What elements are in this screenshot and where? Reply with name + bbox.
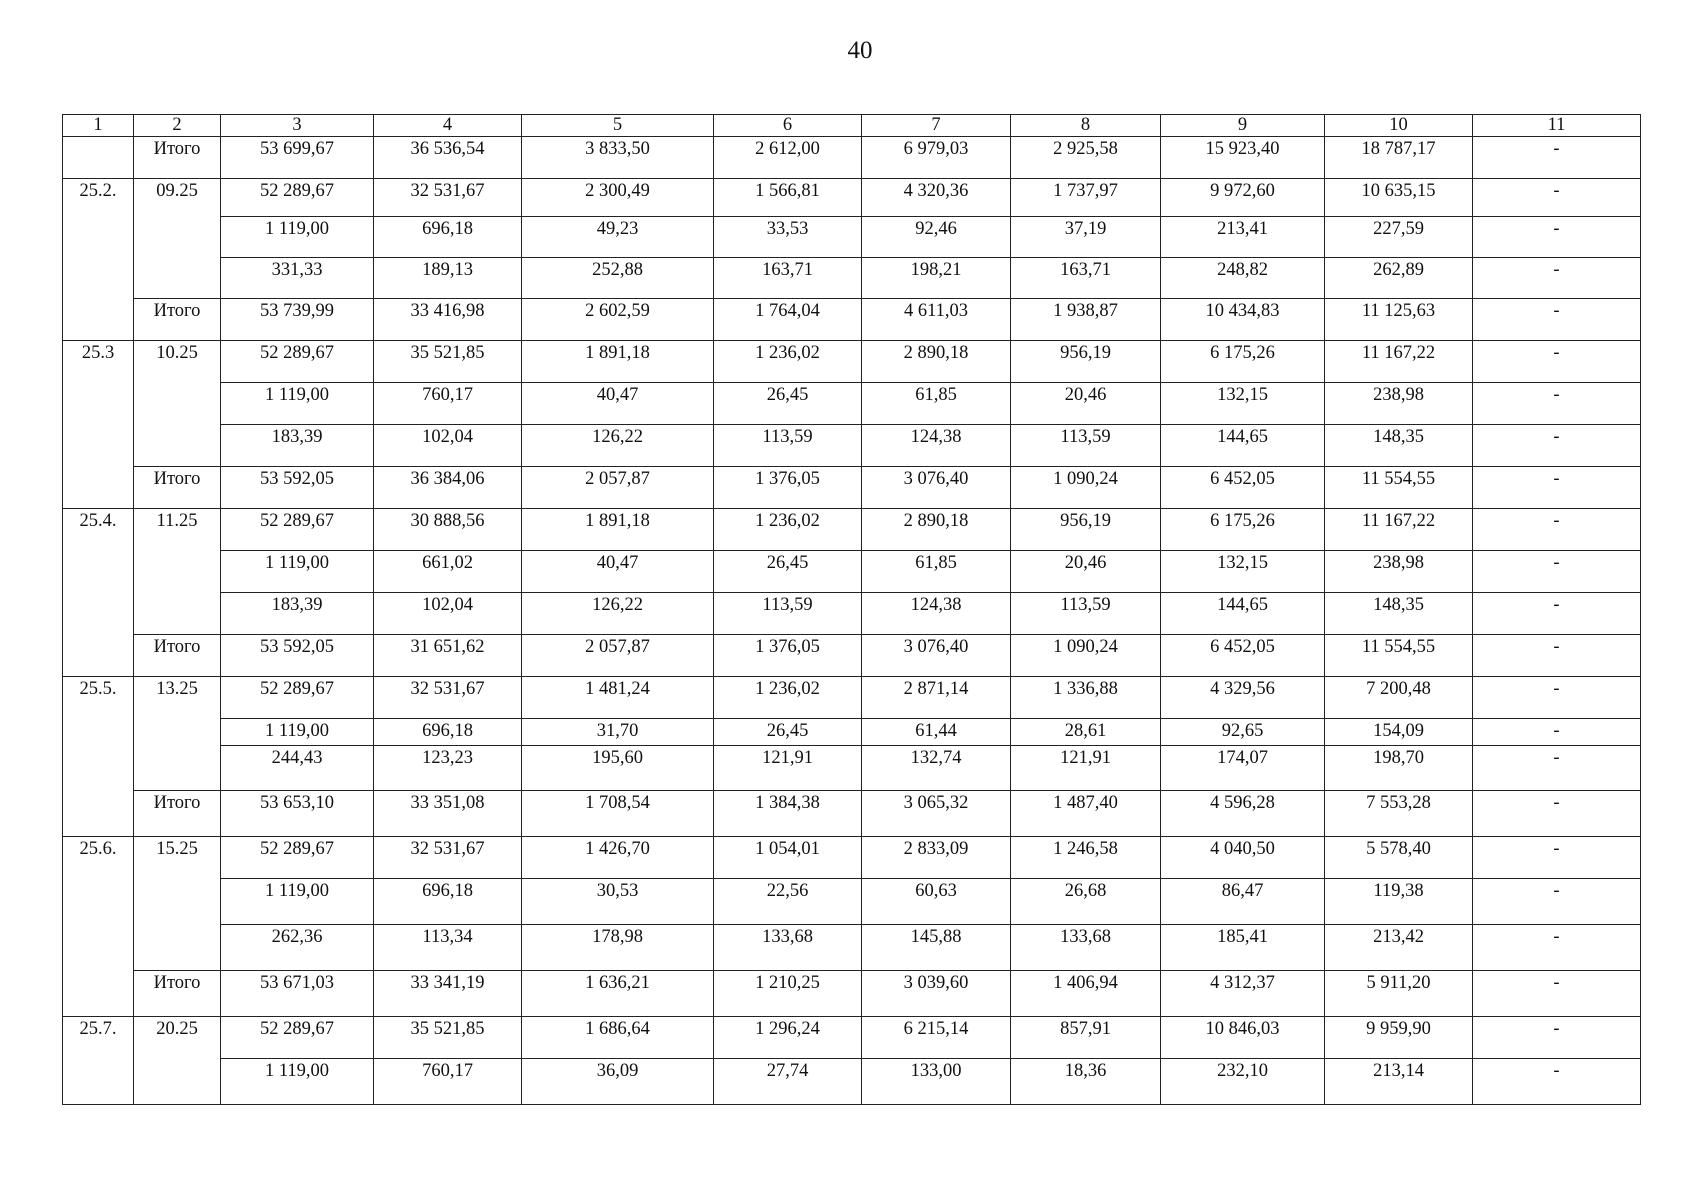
- column-header: 10: [1325, 115, 1473, 137]
- table-cell: 1 119,00: [221, 217, 374, 258]
- row-group-id: 25.2.: [63, 179, 134, 341]
- table-cell: 119,38: [1325, 879, 1473, 925]
- table-cell: 53 653,10: [221, 791, 374, 837]
- table-cell: 113,59: [714, 593, 862, 635]
- total-label: Итого: [134, 137, 221, 179]
- table-cell: 144,65: [1161, 593, 1325, 635]
- row-group-id: 25.4.: [63, 509, 134, 677]
- table-cell: 52 289,67: [221, 837, 374, 879]
- total-label: Итого: [134, 791, 221, 837]
- table-cell: 22,56: [714, 879, 862, 925]
- table-cell: 262,36: [221, 925, 374, 971]
- table-row: [63, 925, 1641, 971]
- table-cell: 113,59: [714, 425, 862, 467]
- table-cell: -: [1473, 971, 1641, 1017]
- table-cell: 227,59: [1325, 217, 1473, 258]
- table-cell: 1 119,00: [221, 551, 374, 593]
- table-cell: 36 536,54: [374, 137, 522, 179]
- column-header: 1: [63, 115, 134, 137]
- table-cell: 1 636,21: [522, 971, 714, 1017]
- table-row: [63, 635, 1641, 677]
- table-cell: 40,47: [522, 383, 714, 425]
- table-cell: 9 972,60: [1161, 179, 1325, 217]
- table-cell: 2 612,00: [714, 137, 862, 179]
- table-cell: 238,98: [1325, 551, 1473, 593]
- row-group-code: 20.25: [134, 1017, 221, 1105]
- table-cell: 252,88: [522, 258, 714, 299]
- column-header: 7: [862, 115, 1011, 137]
- table-row: [63, 746, 1641, 791]
- table-cell: 26,68: [1011, 879, 1161, 925]
- table-cell: 2 057,87: [522, 635, 714, 677]
- table-cell: -: [1473, 879, 1641, 925]
- table-cell: 4 611,03: [862, 299, 1011, 341]
- table-cell: -: [1473, 551, 1641, 593]
- table-cell: 102,04: [374, 425, 522, 467]
- table-cell: 1 336,88: [1011, 677, 1161, 719]
- table-cell: 123,23: [374, 746, 522, 791]
- table-cell: 113,59: [1011, 593, 1161, 635]
- table-cell: 696,18: [374, 719, 522, 746]
- row-group-code: 11.25: [134, 509, 221, 635]
- table-cell: -: [1473, 137, 1641, 179]
- table-cell: -: [1473, 593, 1641, 635]
- table-cell: 163,71: [1011, 258, 1161, 299]
- table-row: [63, 677, 1641, 719]
- row-group-id: 25.5.: [63, 677, 134, 837]
- table-cell: 2 890,18: [862, 341, 1011, 383]
- table-cell: 11 167,22: [1325, 509, 1473, 551]
- table-cell: 1 054,01: [714, 837, 862, 879]
- table-cell: 36 384,06: [374, 467, 522, 509]
- table-cell: 61,44: [862, 719, 1011, 746]
- table-cell: 18,36: [1011, 1059, 1161, 1105]
- table-cell: 11 167,22: [1325, 341, 1473, 383]
- table-row: [63, 791, 1641, 837]
- table-cell: -: [1473, 179, 1641, 217]
- table-cell: 30 888,56: [374, 509, 522, 551]
- table-cell: -: [1473, 299, 1641, 341]
- table-cell: 696,18: [374, 217, 522, 258]
- table-cell: 132,74: [862, 746, 1011, 791]
- table-cell: 144,65: [1161, 425, 1325, 467]
- table-cell: 198,21: [862, 258, 1011, 299]
- table-cell: 1 708,54: [522, 791, 714, 837]
- column-header: 11: [1473, 115, 1641, 137]
- column-header: 4: [374, 115, 522, 137]
- table-cell: 1 210,25: [714, 971, 862, 1017]
- row-group-code: 10.25: [134, 341, 221, 467]
- table-cell: 6 175,26: [1161, 509, 1325, 551]
- table-cell: 238,98: [1325, 383, 1473, 425]
- table-cell: 1 426,70: [522, 837, 714, 879]
- table-cell: 31 651,62: [374, 635, 522, 677]
- table-cell: 1 090,24: [1011, 467, 1161, 509]
- table-cell: 6 215,14: [862, 1017, 1011, 1059]
- table-cell: -: [1473, 1059, 1641, 1105]
- table-cell: 102,04: [374, 593, 522, 635]
- table-cell: 163,71: [714, 258, 862, 299]
- table-cell: 185,41: [1161, 925, 1325, 971]
- table-cell: 133,00: [862, 1059, 1011, 1105]
- table-cell: 133,68: [1011, 925, 1161, 971]
- table-cell: -: [1473, 925, 1641, 971]
- table-cell: 213,14: [1325, 1059, 1473, 1105]
- table-cell: 60,63: [862, 879, 1011, 925]
- table-cell: -: [1473, 425, 1641, 467]
- table-cell: 40,47: [522, 551, 714, 593]
- table-cell: 1 384,38: [714, 791, 862, 837]
- table-header-row: [63, 115, 1641, 137]
- total-label: Итого: [134, 299, 221, 341]
- table-row: [63, 509, 1641, 551]
- table-cell: 53 739,99: [221, 299, 374, 341]
- table-cell: 213,41: [1161, 217, 1325, 258]
- column-header: 5: [522, 115, 714, 137]
- table-cell: 26,45: [714, 551, 862, 593]
- table-body: [63, 115, 1641, 1105]
- column-header: 6: [714, 115, 862, 137]
- table-cell: 1 236,02: [714, 341, 862, 383]
- table-cell: 132,15: [1161, 383, 1325, 425]
- table-cell: 4 312,37: [1161, 971, 1325, 1017]
- row-group-id: 25.7.: [63, 1017, 134, 1105]
- table-cell: 9 959,90: [1325, 1017, 1473, 1059]
- table-cell: -: [1473, 467, 1641, 509]
- table-cell: 174,07: [1161, 746, 1325, 791]
- table-cell: 133,68: [714, 925, 862, 971]
- table-cell: 61,85: [862, 551, 1011, 593]
- table-cell: 661,02: [374, 551, 522, 593]
- row-group-id: [63, 137, 134, 179]
- row-group-code: 09.25: [134, 179, 221, 299]
- table-cell: 11 125,63: [1325, 299, 1473, 341]
- table-cell: 1 686,64: [522, 1017, 714, 1059]
- table-cell: 61,85: [862, 383, 1011, 425]
- table-cell: 113,59: [1011, 425, 1161, 467]
- table-cell: 1 891,18: [522, 509, 714, 551]
- table-cell: 121,91: [1011, 746, 1161, 791]
- table-cell: 248,82: [1161, 258, 1325, 299]
- table-cell: 52 289,67: [221, 341, 374, 383]
- table-cell: 7 200,48: [1325, 677, 1473, 719]
- total-label: Итого: [134, 635, 221, 677]
- table-cell: 956,19: [1011, 341, 1161, 383]
- table-cell: -: [1473, 719, 1641, 746]
- table-cell: 2 300,49: [522, 179, 714, 217]
- table-row: [63, 137, 1641, 179]
- table-cell: 1 090,24: [1011, 635, 1161, 677]
- table-cell: -: [1473, 677, 1641, 719]
- table-cell: 4 320,36: [862, 179, 1011, 217]
- table-cell: 1 376,05: [714, 635, 862, 677]
- table-cell: 11 554,55: [1325, 635, 1473, 677]
- table-cell: 33,53: [714, 217, 862, 258]
- table-cell: 5 911,20: [1325, 971, 1473, 1017]
- table-cell: 18 787,17: [1325, 137, 1473, 179]
- table-cell: 1 236,02: [714, 677, 862, 719]
- table-cell: 1 891,18: [522, 341, 714, 383]
- table-cell: 1 487,40: [1011, 791, 1161, 837]
- table-cell: 331,33: [221, 258, 374, 299]
- total-label: Итого: [134, 971, 221, 1017]
- table-cell: 53 592,05: [221, 635, 374, 677]
- table-cell: 213,42: [1325, 925, 1473, 971]
- table-cell: 1 406,94: [1011, 971, 1161, 1017]
- table-cell: 760,17: [374, 1059, 522, 1105]
- column-header: 3: [221, 115, 374, 137]
- table-cell: -: [1473, 746, 1641, 791]
- table-row: [63, 299, 1641, 341]
- table-cell: 3 076,40: [862, 635, 1011, 677]
- table-cell: 154,09: [1325, 719, 1473, 746]
- table-cell: 35 521,85: [374, 341, 522, 383]
- total-label: Итого: [134, 467, 221, 509]
- table-cell: 1 119,00: [221, 383, 374, 425]
- row-group-id: 25.3: [63, 341, 134, 509]
- table-row: [63, 879, 1641, 925]
- table-cell: 145,88: [862, 925, 1011, 971]
- table-cell: -: [1473, 837, 1641, 879]
- table-cell: 27,74: [714, 1059, 862, 1105]
- table-cell: -: [1473, 258, 1641, 299]
- table-cell: 10 846,03: [1161, 1017, 1325, 1059]
- table-cell: 6 979,03: [862, 137, 1011, 179]
- table-cell: 2 057,87: [522, 467, 714, 509]
- table-cell: 3 039,60: [862, 971, 1011, 1017]
- table-row: [63, 551, 1641, 593]
- table-cell: 1 296,24: [714, 1017, 862, 1059]
- table-cell: -: [1473, 1017, 1641, 1059]
- table-row: [63, 425, 1641, 467]
- column-header: 9: [1161, 115, 1325, 137]
- table-cell: 37,19: [1011, 217, 1161, 258]
- row-group-code: 13.25: [134, 677, 221, 791]
- table-cell: 53 671,03: [221, 971, 374, 1017]
- table-cell: 6 175,26: [1161, 341, 1325, 383]
- table-cell: -: [1473, 509, 1641, 551]
- table-cell: -: [1473, 383, 1641, 425]
- table-cell: 31,70: [522, 719, 714, 746]
- table-cell: 2 890,18: [862, 509, 1011, 551]
- table-cell: 33 341,19: [374, 971, 522, 1017]
- table-row: [63, 719, 1641, 746]
- data-table: [62, 114, 1641, 1105]
- table-cell: 3 833,50: [522, 137, 714, 179]
- column-header: 2: [134, 115, 221, 137]
- table-cell: 4 040,50: [1161, 837, 1325, 879]
- table-cell: 2 871,14: [862, 677, 1011, 719]
- table-cell: 198,70: [1325, 746, 1473, 791]
- table-row: [63, 383, 1641, 425]
- table-cell: -: [1473, 217, 1641, 258]
- table-cell: 126,22: [522, 593, 714, 635]
- table-cell: 956,19: [1011, 509, 1161, 551]
- table-cell: 30,53: [522, 879, 714, 925]
- table-row: [63, 179, 1641, 217]
- row-group-code: 15.25: [134, 837, 221, 971]
- table-cell: 92,65: [1161, 719, 1325, 746]
- table-cell: 7 553,28: [1325, 791, 1473, 837]
- table-cell: 33 416,98: [374, 299, 522, 341]
- table-cell: 4 596,28: [1161, 791, 1325, 837]
- table-cell: 1 737,97: [1011, 179, 1161, 217]
- column-header: 8: [1011, 115, 1161, 137]
- table-cell: 2 925,58: [1011, 137, 1161, 179]
- table-cell: 195,60: [522, 746, 714, 791]
- table-cell: -: [1473, 791, 1641, 837]
- table-cell: 33 351,08: [374, 791, 522, 837]
- table-cell: 52 289,67: [221, 509, 374, 551]
- page-number: 40: [847, 37, 873, 64]
- table-cell: 178,98: [522, 925, 714, 971]
- table-cell: 124,38: [862, 593, 1011, 635]
- table-cell: 6 452,05: [1161, 635, 1325, 677]
- table-cell: 1 246,58: [1011, 837, 1161, 879]
- table-cell: 5 578,40: [1325, 837, 1473, 879]
- table-cell: 3 065,32: [862, 791, 1011, 837]
- table-cell: 49,23: [522, 217, 714, 258]
- table-cell: 52 289,67: [221, 677, 374, 719]
- table-cell: 20,46: [1011, 551, 1161, 593]
- table-row: [63, 593, 1641, 635]
- table-cell: 1 566,81: [714, 179, 862, 217]
- table-cell: 1 376,05: [714, 467, 862, 509]
- table-cell: 6 452,05: [1161, 467, 1325, 509]
- table-cell: 86,47: [1161, 879, 1325, 925]
- row-group-id: 25.6.: [63, 837, 134, 1017]
- table-cell: 10 434,83: [1161, 299, 1325, 341]
- table-cell: 1 236,02: [714, 509, 862, 551]
- table-cell: 36,09: [522, 1059, 714, 1105]
- table-cell: 32 531,67: [374, 837, 522, 879]
- table-cell: 2 833,09: [862, 837, 1011, 879]
- table-cell: 696,18: [374, 879, 522, 925]
- table-cell: 92,46: [862, 217, 1011, 258]
- table-cell: 26,45: [714, 719, 862, 746]
- table-cell: 857,91: [1011, 1017, 1161, 1059]
- table-cell: 1 481,24: [522, 677, 714, 719]
- table-row: [63, 341, 1641, 383]
- table-cell: 26,45: [714, 383, 862, 425]
- table-cell: 15 923,40: [1161, 137, 1325, 179]
- table-cell: 760,17: [374, 383, 522, 425]
- table-cell: 53 592,05: [221, 467, 374, 509]
- table-cell: 32 531,67: [374, 677, 522, 719]
- table-cell: 1 119,00: [221, 879, 374, 925]
- table-cell: 132,15: [1161, 551, 1325, 593]
- table-cell: 121,91: [714, 746, 862, 791]
- table-cell: 124,38: [862, 425, 1011, 467]
- table-cell: 1 119,00: [221, 1059, 374, 1105]
- table-cell: -: [1473, 635, 1641, 677]
- table-cell: 52 289,67: [221, 179, 374, 217]
- table-cell: 244,43: [221, 746, 374, 791]
- table-cell: 262,89: [1325, 258, 1473, 299]
- table-cell: 20,46: [1011, 383, 1161, 425]
- table-cell: 126,22: [522, 425, 714, 467]
- table-cell: 189,13: [374, 258, 522, 299]
- table-cell: 1 938,87: [1011, 299, 1161, 341]
- table-cell: 35 521,85: [374, 1017, 522, 1059]
- table-row: [63, 971, 1641, 1017]
- table-cell: -: [1473, 341, 1641, 383]
- table-cell: 10 635,15: [1325, 179, 1473, 217]
- table-cell: 183,39: [221, 593, 374, 635]
- table-cell: 1 119,00: [221, 719, 374, 746]
- table-cell: 232,10: [1161, 1059, 1325, 1105]
- table-row: [63, 1017, 1641, 1059]
- table-cell: 113,34: [374, 925, 522, 971]
- table-cell: 4 329,56: [1161, 677, 1325, 719]
- table-cell: 52 289,67: [221, 1017, 374, 1059]
- table-row: [63, 217, 1641, 258]
- table-cell: 28,61: [1011, 719, 1161, 746]
- table-cell: 11 554,55: [1325, 467, 1473, 509]
- table-cell: 1 764,04: [714, 299, 862, 341]
- table-cell: 148,35: [1325, 593, 1473, 635]
- table-cell: 3 076,40: [862, 467, 1011, 509]
- table-row: [63, 258, 1641, 299]
- table-row: [63, 837, 1641, 879]
- table-cell: 183,39: [221, 425, 374, 467]
- table-cell: 53 699,67: [221, 137, 374, 179]
- table-cell: 32 531,67: [374, 179, 522, 217]
- table-row: [63, 467, 1641, 509]
- table-row: [63, 1059, 1641, 1105]
- table-cell: 148,35: [1325, 425, 1473, 467]
- table-cell: 2 602,59: [522, 299, 714, 341]
